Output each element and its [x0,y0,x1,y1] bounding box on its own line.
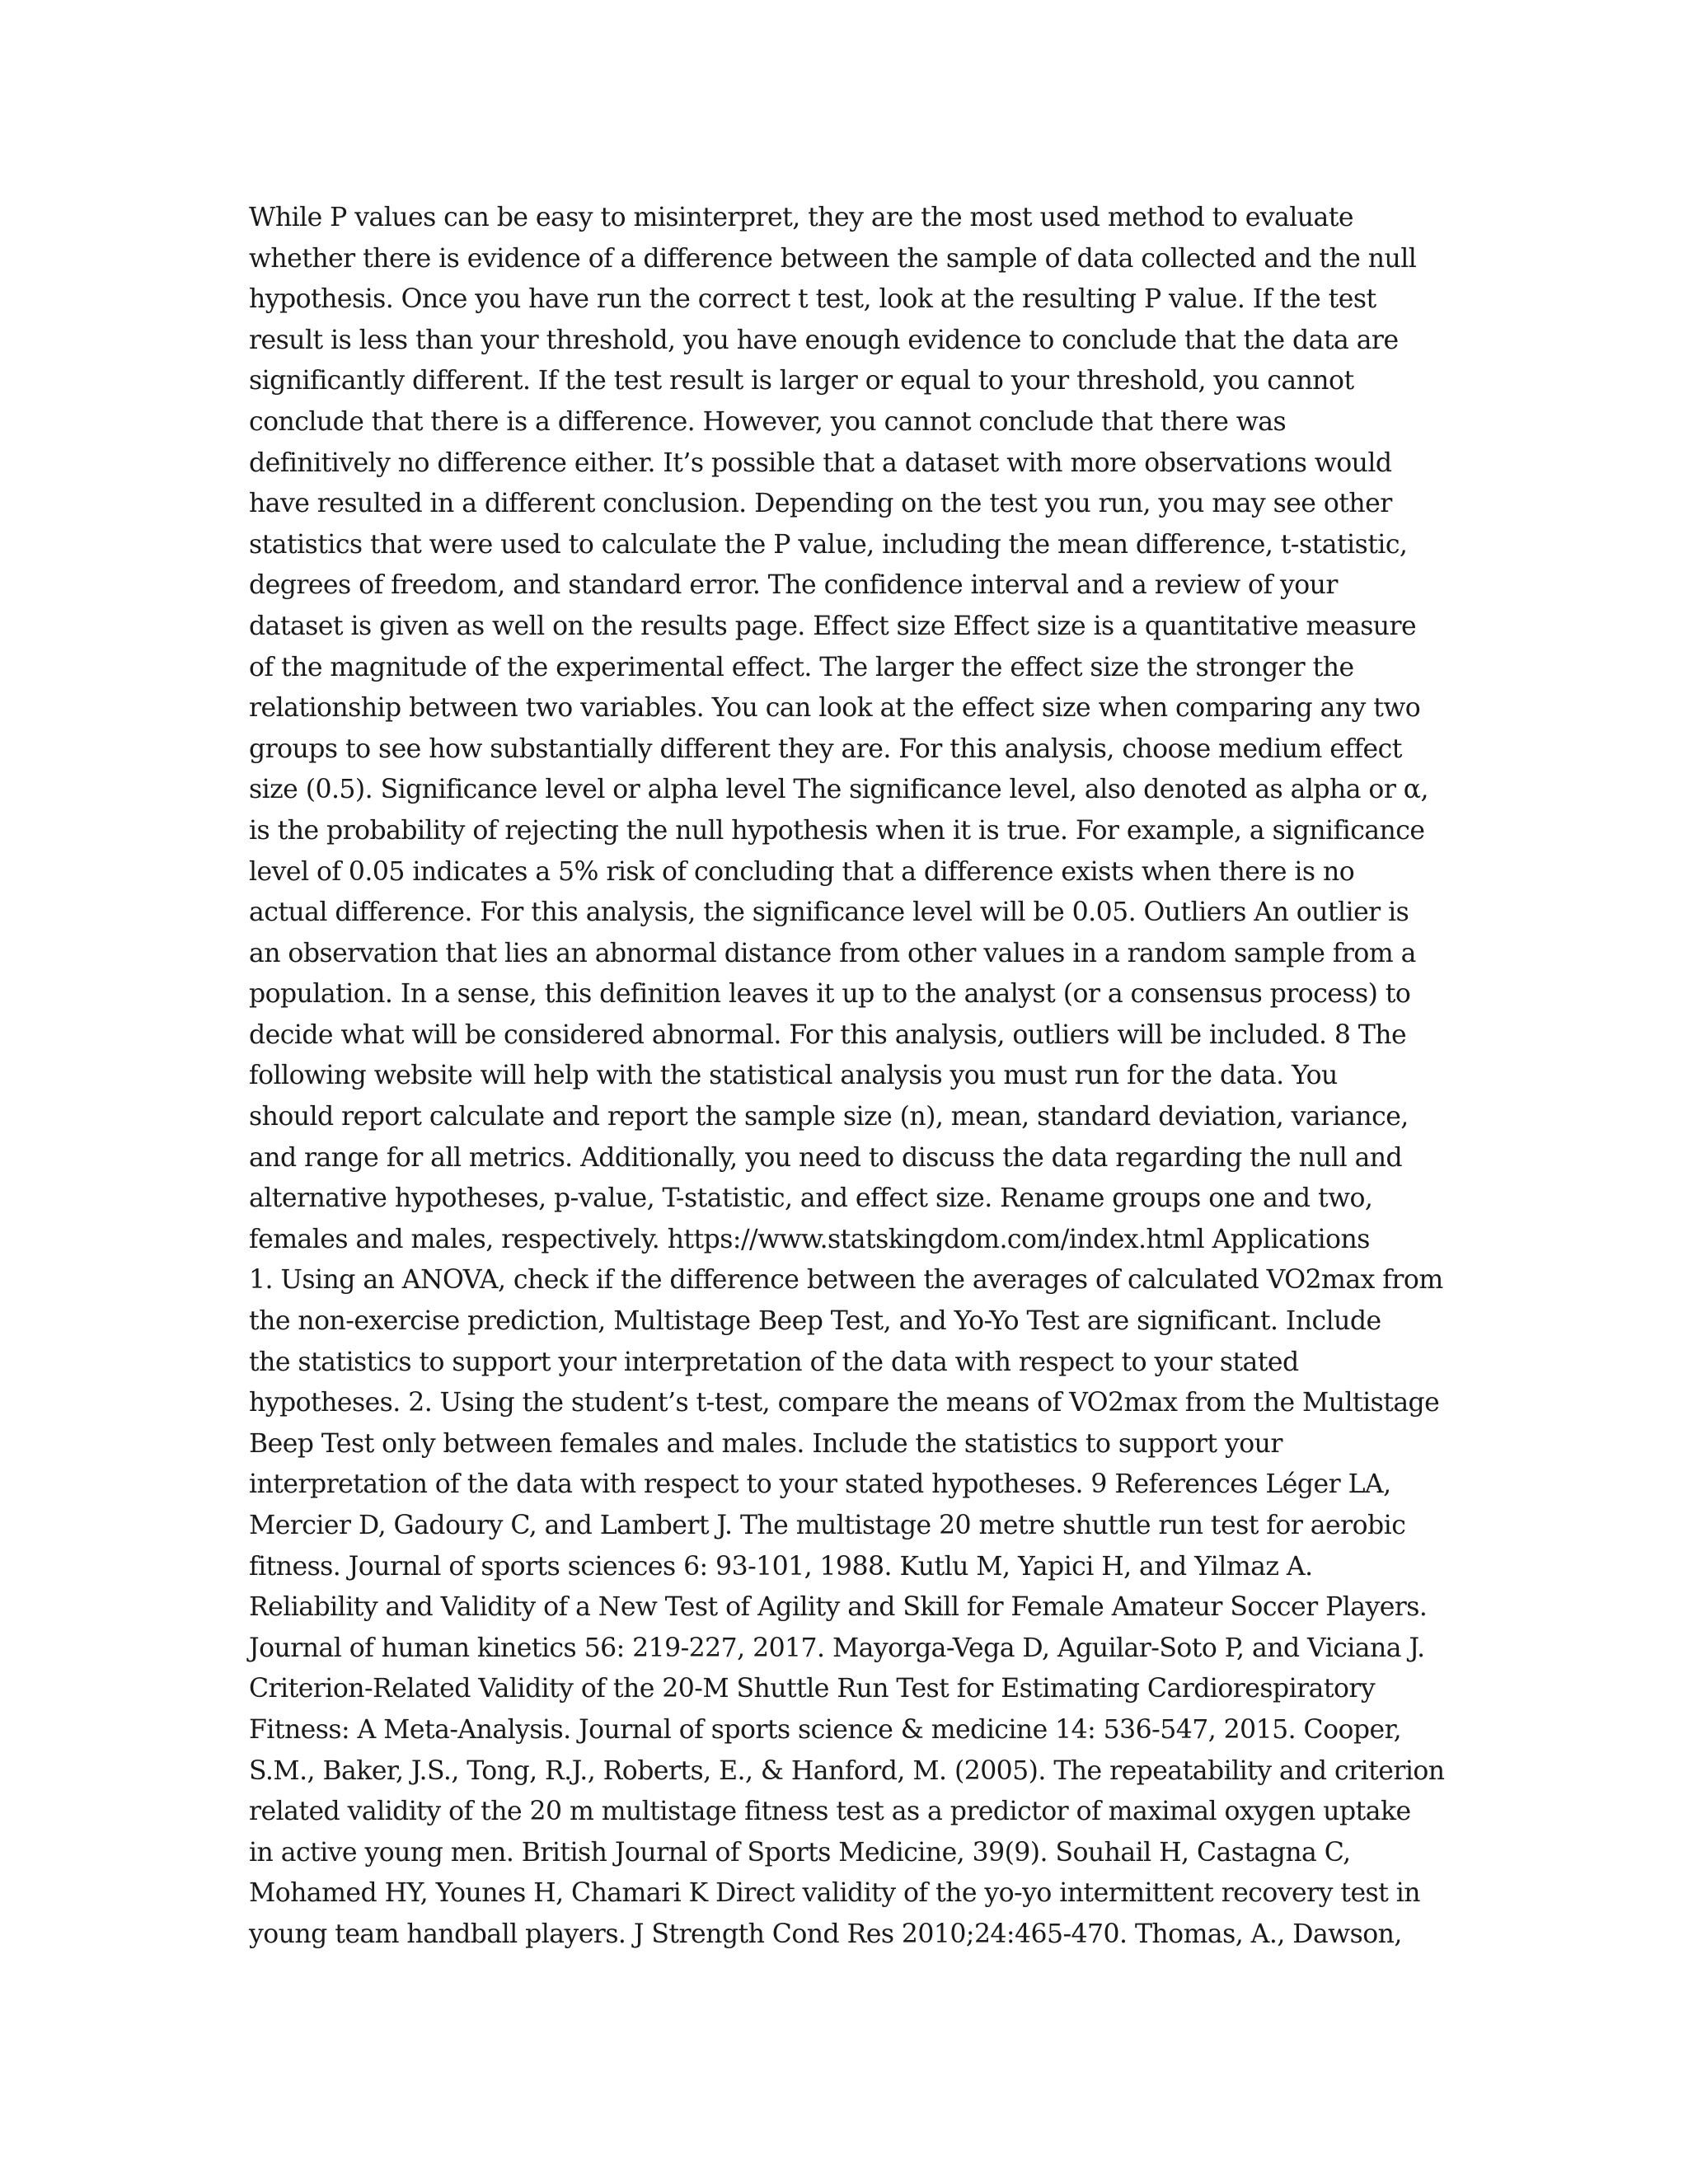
text-line: following website will help with the statistical analysis you must run for the data. You [249,1061,1338,1091]
text-line: definitively no difference either. It’s possible that a dataset with more observations would [249,448,1392,478]
text-line: Mohamed HY, Younes H, Chamari K Direct validity of the yo-yo intermittent recovery test in [249,1878,1421,1909]
text-line: fitness. Journal of sports sciences 6: 93-101, 1988. Kutlu M, Yapici H, and Yilmaz A. [249,1551,1313,1582]
text-line: have resulted in a different conclusion. Depending on the test you run, you may see other [249,489,1392,519]
text-line: decide what will be considered abnormal. For this analysis, outliers will be included. 8 The [249,1019,1407,1050]
text-line: actual difference. For this analysis, the significance level will be 0.05. Outliers An outlier is [249,898,1409,928]
text-line: degrees of freedom, and standard error. The confidence interval and a review of your [249,570,1338,601]
text-line: S.M., Baker, J.S., Tong, R.J., Roberts, E., & Hanford, M. (2005). The repeatability and criterion [249,1755,1445,1786]
text-line: related validity of the 20 m multistage fitness test as a predictor of maximal oxygen uptake [249,1797,1411,1827]
text-line: statistics that were used to calculate the P value, including the mean difference, t-statistic, [249,529,1408,560]
text-line: should report calculate and report the sample size (n), mean, standard deviation, variance, [249,1102,1409,1132]
text-line: Criterion-Related Validity of the 20-M Shuttle Run Test for Estimating Cardiorespiratory [249,1674,1376,1704]
text-line: the non-exercise prediction, Multistage Beep Test, and Yo-Yo Test are significant. Include [249,1306,1381,1337]
text-line: Journal of human kinetics 56: 219-227, 2017. Mayorga-Vega D, Aguilar-Soto P, and Viciana J. [249,1633,1425,1663]
text-line: of the magnitude of the experimental effect. The larger the effect size the stronger the [249,652,1354,682]
text-line: While P values can be easy to misinterpret, they are the most used method to evaluate [249,203,1353,232]
text-line: hypothesis. Once you have run the correct t test, look at the resulting P value. If the test [249,284,1376,315]
text-line: interpretation of the data with respect to your stated hypotheses. 9 References Léger LA, [249,1469,1391,1500]
text-line: significantly different. If the test result is larger or equal to your threshold, you cannot [249,366,1354,396]
text-line: groups to see how substantially different they are. For this analysis, choose medium effect [249,733,1402,764]
text-line: an observation that lies an abnormal distance from other values in a random sample from a [249,938,1416,968]
text-line: relationship between two variables. You can look at the effect size when comparing any two [249,693,1421,724]
text-line: young team handball players. J Strength Cond Res 2010;24:465-470. Thomas, A., Dawson, [249,1919,1402,1949]
text-line: females and males, respectively. https://www.statskingdom.com/index.html Applications [249,1224,1370,1254]
text-line: size (0.5). Significance level or alpha level The significance level, also denoted as alpha or α, [249,775,1428,805]
text-line: Beep Test only between females and males. Include the statistics to support your [249,1428,1282,1459]
text-line: 1. Using an ANOVA, check if the difference between the averages of calculated VO2max from [249,1265,1443,1296]
text-line: in active young men. British Journal of Sports Medicine, 39(9). Souhail H, Castagna C, [249,1837,1351,1868]
text-line: Reliability and Validity of a New Test of Agility and Skill for Female Amateur Soccer Players. [249,1592,1428,1623]
text-line: and range for all metrics. Additionally, you need to discuss the data regarding the null and [249,1142,1403,1173]
text-line: conclude that there is a difference. However, you cannot conclude that there was [249,406,1287,437]
text-line: whether there is evidence of a difference between the sample of data collected and the null [249,243,1417,274]
text-line: hypotheses. 2. Using the student’s t-test, compare the means of VO2max from the Multistage [249,1388,1440,1418]
text-line: level of 0.05 indicates a 5% risk of concluding that a difference exists when there is no [249,856,1355,887]
text-line: Fitness: A Meta-Analysis. Journal of sports science & medicine 14: 536-547, 2015. Cooper, [249,1714,1402,1745]
text-line: alternative hypotheses, p-value, T-statistic, and effect size. Rename groups one and two, [249,1183,1373,1214]
text-line: is the probability of rejecting the null hypothesis when it is true. For example, a significance [249,815,1425,846]
text-line: population. In a sense, this definition leaves it up to the analyst (or a consensus process) to [249,979,1411,1010]
text-line: the statistics to support your interpretation of the data with respect to your stated [249,1347,1299,1377]
text-line: Mercier D, Gadoury C, and Lambert J. The multistage 20 metre shuttle run test for aerobic [249,1511,1406,1540]
body-text [249,198,1452,1956]
text-line: dataset is given as well on the results page. Effect size Effect size is a quantitative measure [249,611,1417,641]
text-line: result is less than your threshold, you have enough evidence to conclude that the data are [249,325,1399,355]
